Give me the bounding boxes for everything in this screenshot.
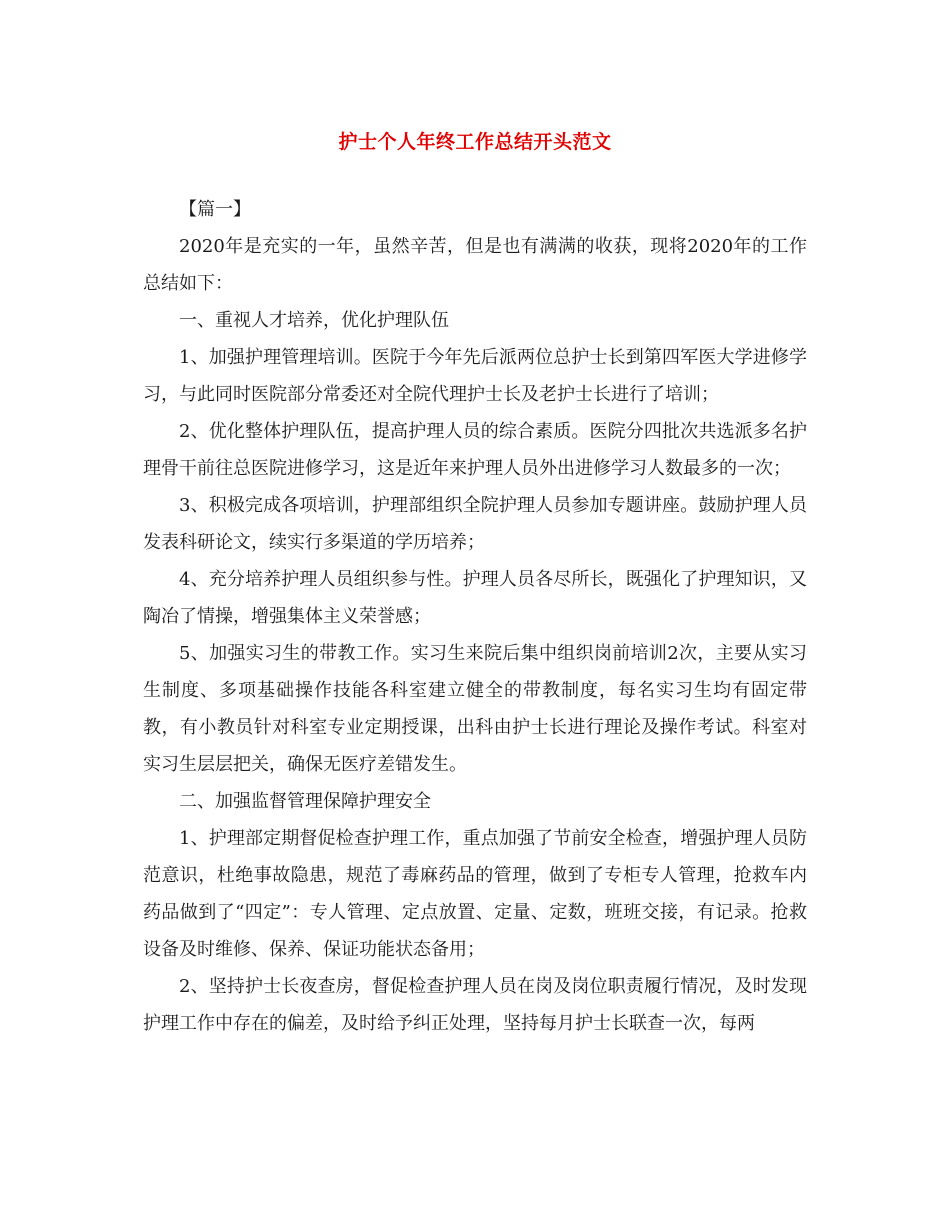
paragraph-item-1: 1、加强护理管理培训。医院于今年先后派两位总护士长到第四军医大学进修学习，与此同时医院部分常委还对全院代理护士长及老护士长进行了培训； [143, 347, 807, 405]
intro-paragraph: 2020年是充实的一年，虽然辛苦，但是也有满满的收获，现将2020年的工作总结如下： [143, 236, 807, 294]
paragraph-item-4: 4、充分培养护理人员组织参与性。护理人员各尽所长，既强化了护理知识，又陶冶了情操，增强集体主义荣誉感； [143, 569, 807, 627]
paragraph-safety-2: 2、坚持护士长夜查房，督促检查护理人员在岗及岗位职责履行情况，及时发现护理工作中存在的偏差，及时给予纠正处理，坚持每月护士长联查一次，每两 [143, 976, 807, 1034]
paragraph-item-2: 2、优化整体护理队伍，提高护理人员的综合素质。医院分四批次共选派多名护理骨干前往总医院进修学习，这是近年来护理人员外出进修学习人数最多的一次； [143, 421, 807, 479]
document-body [143, 191, 807, 1042]
paragraph-item-5: 5、加强实习生的带教工作。实习生来院后集中组织岗前培训2次，主要从实习生制度、多项基础操作技能各科室建立健全的带教制度，每名实习生均有固定带教，有小教员针对科室专业定期授课，出科由护士长进行理论及操作考试。科室对实习生层层把关，确保无医疗差错发生。 [143, 643, 807, 775]
section-heading-part-one: 【篇一】 [179, 199, 251, 220]
section-heading-safety: 二、加强监督管理保障护理安全 [179, 791, 431, 812]
paragraph-safety-1: 1、护理部定期督促检查护理工作，重点加强了节前安全检查，增强护理人员防范意识，杜绝事故隐患，规范了毒麻药品的管理，做到了专柜专人管理，抢救车内药品做到了“四定”：专人管理、定点放置、定量、定数，班班交接，有记录。抢救设备及时维修、保养、保证功能状态备用； [143, 828, 807, 960]
paragraph-item-3: 3、积极完成各项培训，护理部组织全院护理人员参加专题讲座。鼓励护理人员发表科研论文，续实行多渠道的学历培养； [143, 495, 807, 553]
document-title: 护士个人年终工作总结开头范文 [338, 131, 612, 153]
section-heading-talent: 一、重视人才培养，优化护理队伍 [179, 310, 449, 331]
